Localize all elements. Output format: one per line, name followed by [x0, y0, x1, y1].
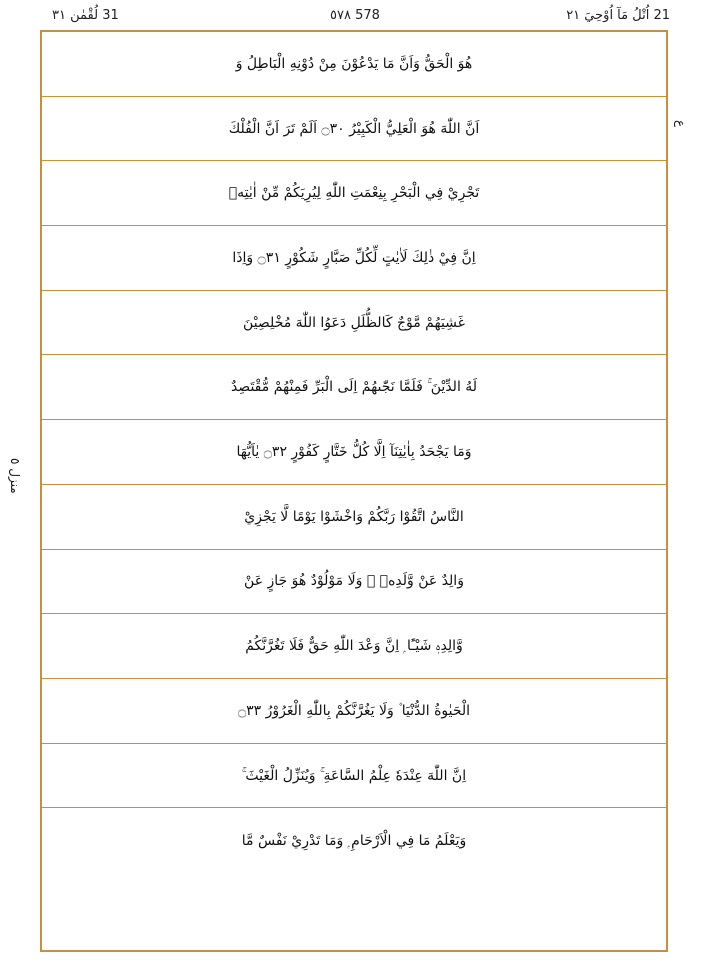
verse-line-1: هُوَ الْحَقُّ وَاَنَّ مَا يَدْعُوْنَ مِنْ دُوْنِهِ الْبَاطِلُ وَ [42, 32, 666, 97]
verse-line-7: وَمَا يَجْحَدُ بِاٰيٰتِنَآ اِلَّا كُلُّ خَتَّارٍ كَفُوْرٍ ۝٣٢ يٰاَيُّهَا [42, 420, 666, 485]
verse-line-6: لَهُ الدِّيْنَ ۚ فَلَمَّا نَجّٰىهُمْ اِلَى الْبَرِّ فَمِنْهُمْ مُّقْتَصِدٌ [42, 356, 666, 421]
text-frame [40, 30, 668, 952]
verse-line-12: اِنَّ اللّٰهَ عِنْدَهٗ عِلْمُ السَّاعَةِ ۚ وَيُنَزِّلُ الْغَيْثَ ۚ [42, 744, 666, 809]
juz-label: 21 اُتْلُ مَآ اُوْحِيَ ٢١ [566, 8, 670, 23]
verse-line-8: النَّاسُ اتَّقُوْا رَبَّكُمْ وَاخْشَوْا يَوْمًا لَّا يَجْزِيْ [42, 485, 666, 550]
verse-line-13: وَيَعْلَمُ مَا فِي الْاَرْحَامِ ۭ وَمَا تَدْرِيْ نَفْسٌ مَّا [241, 832, 467, 849]
surah-label: 31 لُقْمٰن ٣١ [52, 8, 119, 23]
manzil-marker: منزل ٥ [8, 458, 22, 494]
page-number: ٥٧٨ 578 [330, 8, 380, 23]
page-header [40, 4, 670, 30]
verse-line-10: وَّالِدِهٖ شَيْـًٔا ۭ اِنَّ وَعْدَ اللّٰهِ حَقٌّ فَلَا تَغُرَّنَّكُمُ [42, 614, 666, 679]
verse-line-5: غَشِيَهُمْ مَّوْجٌ كَالظُّلَلِ دَعَوُا اللّٰهَ مُخْلِصِيْنَ [42, 291, 666, 356]
ruku-marker: ع [674, 120, 688, 128]
verse-line-9: وَالِدٌ عَنْ وَّلَدِهٖ ؗ وَلَا مَوْلُوْدٌ هُوَ جَازٍ عَنْ [42, 550, 666, 615]
verse-line-11: الْحَيٰوةُ الدُّنْيَا ۫ وَلَا يَغُرَّنَّكُمْ بِاللّٰهِ الْغَرُوْرُ ۝٣٣ [42, 679, 666, 744]
verse-line-2: اَنَّ اللّٰهَ هُوَ الْعَلِيُّ الْكَبِيْرُ ۝٣٠ اَلَمْ تَرَ اَنَّ الْفُلْكَ [42, 97, 666, 162]
verse-line-4: اِنَّ فِيْ ذٰلِكَ لَاٰيٰتٍ لِّكُلِّ صَبَّارٍ شَكُوْرٍ ۝٣١ وَاِذَا [42, 226, 666, 291]
verse-line-3: تَجْرِيْ فِي الْبَحْرِ بِنِعْمَتِ اللّٰهِ لِيُرِيَكُمْ مِّنْ اٰيٰتِهٖ [42, 161, 666, 226]
